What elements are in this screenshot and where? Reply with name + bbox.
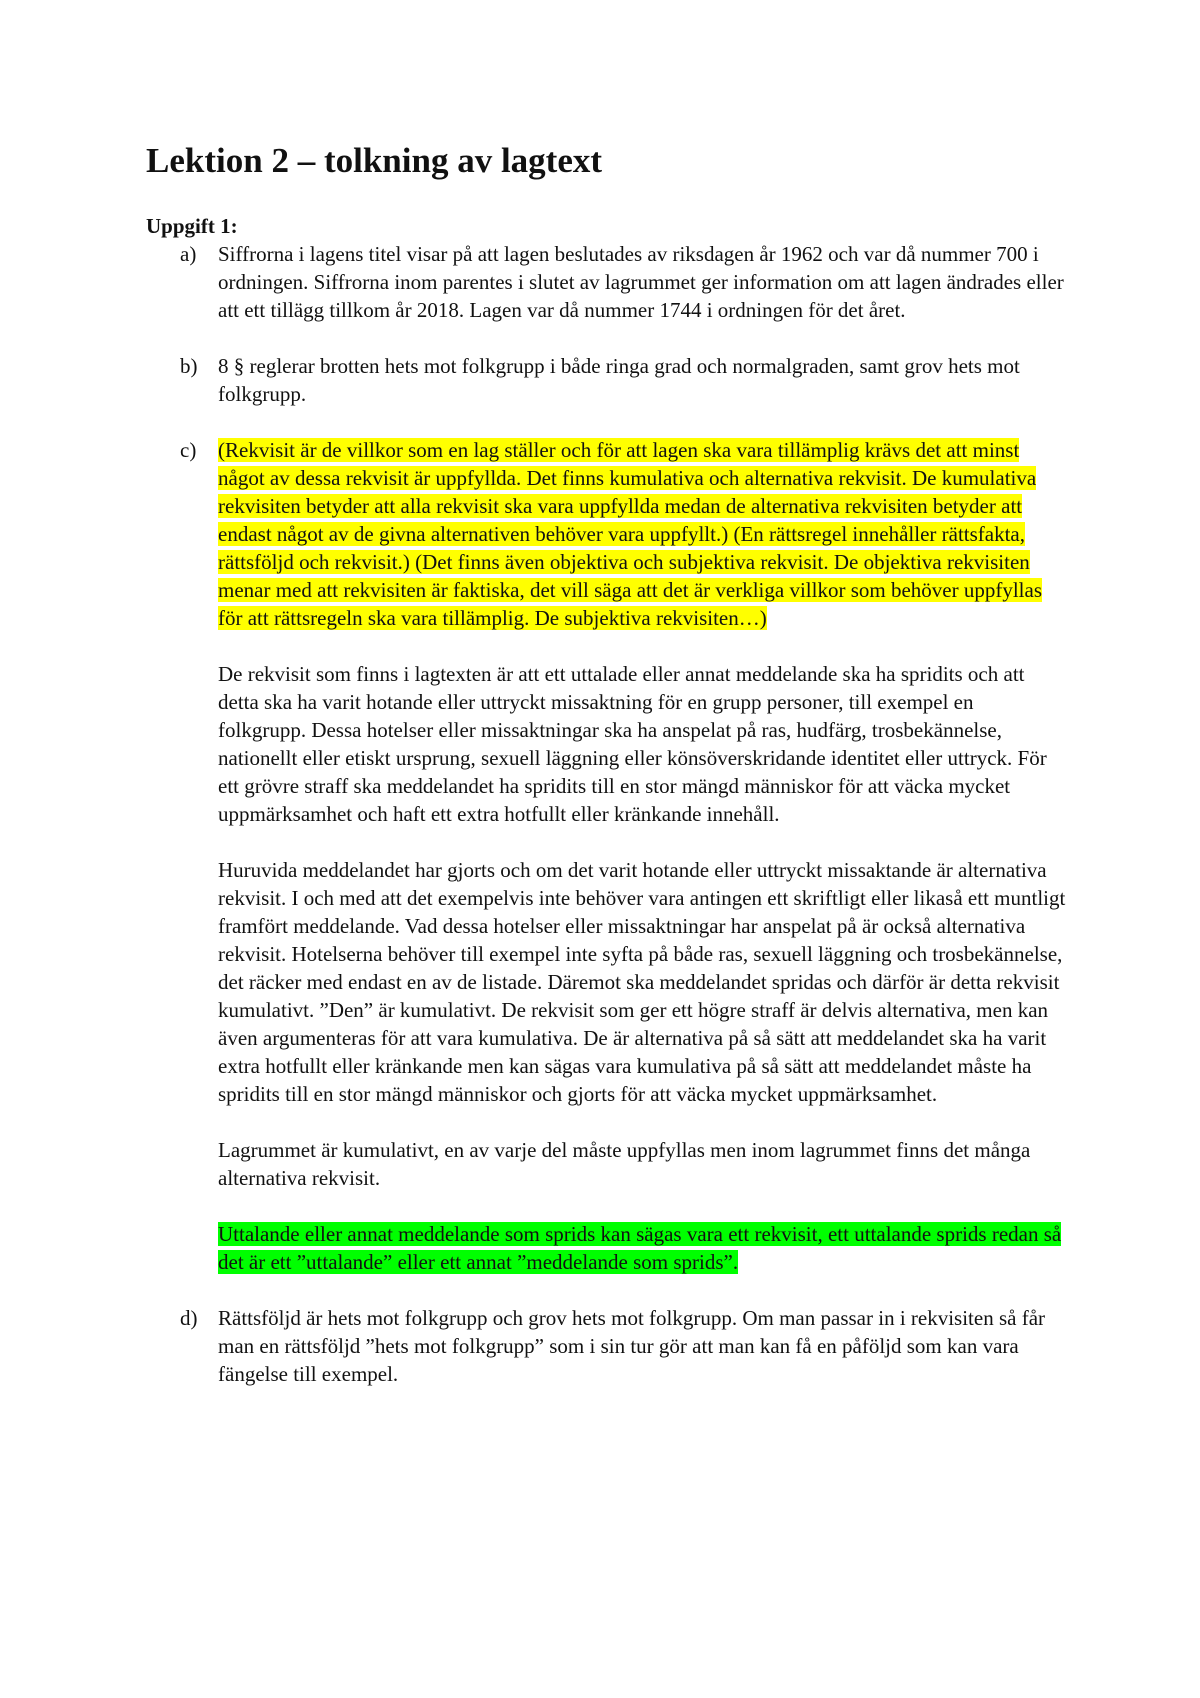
answer-paragraph: Rättsföljd är hets mot folkgrupp och grov hets mot folkgrupp. Om man passar in i rekvisiten så får man en rättsföljd ”hets mot folkgrupp” som i sin tur gör att man kan få en påföljd som kan vara fängelse till exempel.: [218, 1306, 1046, 1386]
item-marker: b): [180, 354, 198, 378]
task-heading: Uppgift 1:: [146, 214, 238, 238]
answer-list: [146, 240, 1066, 1416]
highlighted-paragraph-yellow: [218, 436, 1066, 632]
answer-item-a: [146, 240, 1066, 324]
answer-item-c: [146, 436, 1066, 1276]
answer-paragraph: 8 § reglerar brotten hets mot folkgrupp i både ringa grad och normalgraden, samt grov hets mot folkgrupp.: [218, 354, 1020, 406]
document-title: Lektion 2 – tolkning av lagtext: [146, 141, 603, 180]
answer-item-b: [146, 352, 1066, 408]
item-marker: a): [180, 242, 197, 266]
green-highlight: Uttalande eller annat meddelande som sprids kan sägas vara ett rekvisit, ett uttalande sprids redan så det är ett ”uttalande” eller ett annat ”meddelande som sprids”.: [218, 1222, 1062, 1274]
answer-paragraph: Lagrummet är kumulativt, en av varje del måste uppfyllas men inom lagrummet finns det många alternativa rekvisit.: [218, 1138, 1031, 1190]
answer-paragraph: De rekvisit som finns i lagtexten är att ett uttalade eller annat meddelande ska ha spridits och att detta ska ha varit hotande eller uttryckt missaktning för en grupp personer, till exempel en folkgrupp. Dessa hotelser eller missaktningar ska ha anspelat på ras, hudfärg, trosbekännelse, nationellt eller etiskt ursprung, sexuell läggning eller könsöverskridande identitet eller uttryck. För ett grövre straff ska meddelandet ha spridits till en stor mängd människor för att väcka mycket uppmärksamhet och haft ett extra hotfullt eller kränkande innehåll.: [218, 662, 1047, 826]
item-marker: c): [180, 438, 197, 462]
answer-item-d: [146, 1304, 1066, 1388]
answer-paragraph: Siffrorna i lagens titel visar på att lagen beslutades av riksdagen år 1962 och var då nummer 700 i ordningen. Siffrorna inom parentes i slutet av lagrummet ger information om att lagen ändrades eller att ett tillägg tillkom år 2018. Lagen var då nummer 1744 i ordningen för det året.: [218, 242, 1064, 322]
answer-paragraph: Huruvida meddelandet har gjorts och om det varit hotande eller uttryckt missaktande är alternativa rekvisit. I och med att det exempelvis inte behöver vara antingen ett skriftligt eller likaså ett muntligt framfört meddelande. Vad dessa hotelser eller missaktningar har anspelat på är också alternativa rekvisit. Hotelserna behöver till exempel inte syfta på både ras, sexuell läggning och trosbekännelse, det räcker med endast en av de listade. Däremot ska meddelandet spridas och därför är detta rekvisit kumulativt. ”Den” är kumulativt. De rekvisit som ger ett högre straff är delvis alternativa, men kan även argumenteras för att vara kumulativa. De är alternativa på så sätt att meddelandet ska ha varit extra hotfullt eller kränkande men kan sägas vara kumulativa på så sätt att meddelandet måste ha spridits till en stor mängd människor och gjorts för att väcka mycket uppmärksamhet.: [218, 858, 1066, 1106]
highlighted-paragraph-green: [218, 1220, 1066, 1276]
item-marker: d): [180, 1306, 198, 1330]
yellow-highlight: (Rekvisit är de villkor som en lag ställer och för att lagen ska vara tillämplig krävs det att minst något av dessa rekvisit är uppfyllda. Det finns kumulativa och alternativa rekvisit. De kumulativa rekvisiten betyder att alla rekvisit ska vara uppfyllda medan de alternativa rekvisiten betyder att endast något av de givna alternativen behöver vara uppfyllt.) (En rättsregel innehåller rättsfakta, rättsföljd och rekvisit.) (Det finns även objektiva och subjektiva rekvisit. De objektiva rekvisiten menar med att rekvisiten är faktiska, det vill säga att det är verkliga villkor som behöver uppfyllas för att rättsregeln ska vara tillämplig. De subjektiva rekvisiten…): [218, 438, 1042, 630]
